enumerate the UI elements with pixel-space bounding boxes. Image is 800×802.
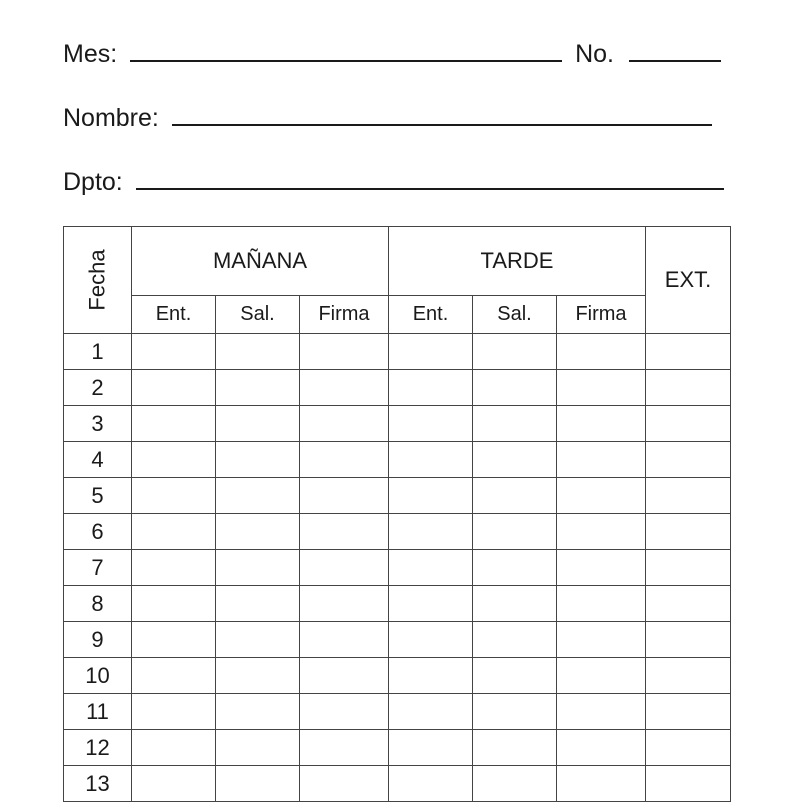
manana-ent-cell[interactable]	[132, 334, 216, 370]
tarde-ent-cell[interactable]	[389, 370, 473, 406]
table-row	[64, 514, 731, 550]
tarde-firma-cell[interactable]	[557, 730, 646, 766]
manana-sal-cell[interactable]	[216, 658, 300, 694]
ext-header: EXT.	[646, 227, 731, 334]
day-number: 8	[64, 586, 132, 622]
attendance-rows	[64, 334, 731, 802]
ext-cell[interactable]	[646, 442, 731, 478]
day-number: 11	[64, 694, 132, 730]
tarde-firma-cell[interactable]	[557, 514, 646, 550]
tarde-sal-cell[interactable]	[473, 334, 557, 370]
manana-ent-cell[interactable]	[132, 586, 216, 622]
no-label: No.	[575, 40, 614, 68]
table-row	[64, 406, 731, 442]
day-number: 5	[64, 478, 132, 514]
tarde-ent-cell[interactable]	[389, 694, 473, 730]
ext-cell[interactable]	[646, 514, 731, 550]
table-row	[64, 730, 731, 766]
day-number: 1	[64, 334, 132, 370]
manana-sal-header: Sal.	[216, 296, 300, 334]
manana-firma-header: Firma	[300, 296, 389, 334]
table-row	[64, 586, 731, 622]
tarde-sal-cell[interactable]	[473, 658, 557, 694]
manana-firma-cell[interactable]	[300, 514, 389, 550]
manana-firma-cell[interactable]	[300, 406, 389, 442]
attendance-table	[63, 226, 731, 802]
manana-firma-cell[interactable]	[300, 766, 389, 802]
manana-sal-cell[interactable]	[216, 370, 300, 406]
manana-ent-cell[interactable]	[132, 550, 216, 586]
manana-ent-cell[interactable]	[132, 478, 216, 514]
ext-cell[interactable]	[646, 370, 731, 406]
tarde-ent-cell[interactable]	[389, 658, 473, 694]
tarde-sal-cell[interactable]	[473, 478, 557, 514]
mes-input[interactable]	[130, 38, 562, 62]
day-number: 13	[64, 766, 132, 802]
mes-field-row	[63, 38, 721, 69]
manana-sal-cell[interactable]	[216, 730, 300, 766]
tarde-firma-cell[interactable]	[557, 370, 646, 406]
ext-cell[interactable]	[646, 478, 731, 514]
manana-firma-cell[interactable]	[300, 334, 389, 370]
manana-group-header: MAÑANA	[132, 227, 389, 296]
nombre-label: Nombre:	[63, 104, 159, 132]
manana-firma-cell[interactable]	[300, 730, 389, 766]
tarde-firma-cell[interactable]	[557, 622, 646, 658]
dpto-label: Dpto:	[63, 168, 123, 196]
ext-cell[interactable]	[646, 406, 731, 442]
tarde-sal-cell[interactable]	[473, 514, 557, 550]
table-row	[64, 370, 731, 406]
manana-ent-cell[interactable]	[132, 442, 216, 478]
manana-firma-cell[interactable]	[300, 478, 389, 514]
manana-sal-cell[interactable]	[216, 766, 300, 802]
ext-cell[interactable]	[646, 550, 731, 586]
tarde-group-header: TARDE	[389, 227, 646, 296]
manana-sal-cell[interactable]	[216, 406, 300, 442]
ext-cell[interactable]	[646, 334, 731, 370]
manana-firma-cell[interactable]	[300, 550, 389, 586]
manana-firma-cell[interactable]	[300, 370, 389, 406]
day-number: 6	[64, 514, 132, 550]
table-row	[64, 658, 731, 694]
day-number: 12	[64, 730, 132, 766]
ext-cell[interactable]	[646, 694, 731, 730]
tarde-sal-cell[interactable]	[473, 694, 557, 730]
manana-ent-cell[interactable]	[132, 658, 216, 694]
tarde-firma-cell[interactable]	[557, 478, 646, 514]
table-row	[64, 478, 731, 514]
tarde-sal-cell[interactable]	[473, 550, 557, 586]
manana-sal-cell[interactable]	[216, 514, 300, 550]
manana-sal-cell[interactable]	[216, 442, 300, 478]
manana-firma-cell[interactable]	[300, 622, 389, 658]
manana-ent-cell[interactable]	[132, 694, 216, 730]
table-row	[64, 622, 731, 658]
manana-ent-cell[interactable]	[132, 514, 216, 550]
table-row	[64, 442, 731, 478]
ext-cell[interactable]	[646, 658, 731, 694]
day-number: 2	[64, 370, 132, 406]
tarde-firma-cell[interactable]	[557, 334, 646, 370]
manana-firma-cell[interactable]	[300, 658, 389, 694]
day-number: 10	[64, 658, 132, 694]
tarde-ent-cell[interactable]	[389, 514, 473, 550]
day-number: 9	[64, 622, 132, 658]
tarde-ent-cell[interactable]	[389, 442, 473, 478]
table-row	[64, 334, 731, 370]
tarde-sal-header: Sal.	[473, 296, 557, 334]
fecha-header-label: Fecha	[84, 249, 110, 311]
tarde-sal-cell[interactable]	[473, 442, 557, 478]
tarde-sal-cell[interactable]	[473, 586, 557, 622]
day-number: 7	[64, 550, 132, 586]
ext-cell[interactable]	[646, 622, 731, 658]
tarde-firma-cell[interactable]	[557, 766, 646, 802]
manana-ent-cell[interactable]	[132, 622, 216, 658]
tarde-ent-cell[interactable]	[389, 406, 473, 442]
no-input[interactable]	[629, 38, 721, 62]
tarde-firma-cell[interactable]	[557, 406, 646, 442]
tarde-ent-cell[interactable]	[389, 766, 473, 802]
dpto-input[interactable]	[136, 166, 724, 190]
tarde-ent-cell[interactable]	[389, 586, 473, 622]
manana-firma-cell[interactable]	[300, 442, 389, 478]
manana-sal-cell[interactable]	[216, 334, 300, 370]
table-row	[64, 550, 731, 586]
tarde-sal-cell[interactable]	[473, 730, 557, 766]
tarde-ent-cell[interactable]	[389, 730, 473, 766]
manana-ent-cell[interactable]	[132, 370, 216, 406]
manana-firma-cell[interactable]	[300, 694, 389, 730]
tarde-firma-cell[interactable]	[557, 550, 646, 586]
tarde-sal-cell[interactable]	[473, 622, 557, 658]
tarde-ent-cell[interactable]	[389, 622, 473, 658]
manana-sal-cell[interactable]	[216, 586, 300, 622]
ext-cell[interactable]	[646, 730, 731, 766]
manana-firma-cell[interactable]	[300, 586, 389, 622]
tarde-sal-cell[interactable]	[473, 766, 557, 802]
tarde-firma-header: Firma	[557, 296, 646, 334]
tarde-ent-cell[interactable]	[389, 334, 473, 370]
dpto-field-row	[63, 166, 724, 197]
tarde-firma-cell[interactable]	[557, 586, 646, 622]
tarde-ent-cell[interactable]	[389, 550, 473, 586]
manana-sal-cell[interactable]	[216, 550, 300, 586]
manana-ent-cell[interactable]	[132, 406, 216, 442]
table-row	[64, 694, 731, 730]
manana-sal-cell[interactable]	[216, 622, 300, 658]
tarde-firma-cell[interactable]	[557, 442, 646, 478]
tarde-sal-cell[interactable]	[473, 370, 557, 406]
tarde-firma-cell[interactable]	[557, 694, 646, 730]
manana-ent-header: Ent.	[132, 296, 216, 334]
manana-ent-cell[interactable]	[132, 730, 216, 766]
nombre-input[interactable]	[172, 102, 712, 126]
day-number: 3	[64, 406, 132, 442]
ext-cell[interactable]	[646, 586, 731, 622]
table-row	[64, 766, 731, 802]
fecha-header	[64, 227, 132, 334]
ext-cell[interactable]	[646, 766, 731, 802]
tarde-sal-cell[interactable]	[473, 406, 557, 442]
mes-label: Mes:	[63, 40, 118, 68]
manana-sal-cell[interactable]	[216, 478, 300, 514]
manana-ent-cell[interactable]	[132, 766, 216, 802]
day-number: 4	[64, 442, 132, 478]
tarde-ent-cell[interactable]	[389, 478, 473, 514]
tarde-firma-cell[interactable]	[557, 658, 646, 694]
nombre-field-row	[63, 102, 712, 133]
manana-sal-cell[interactable]	[216, 694, 300, 730]
tarde-ent-header: Ent.	[389, 296, 473, 334]
